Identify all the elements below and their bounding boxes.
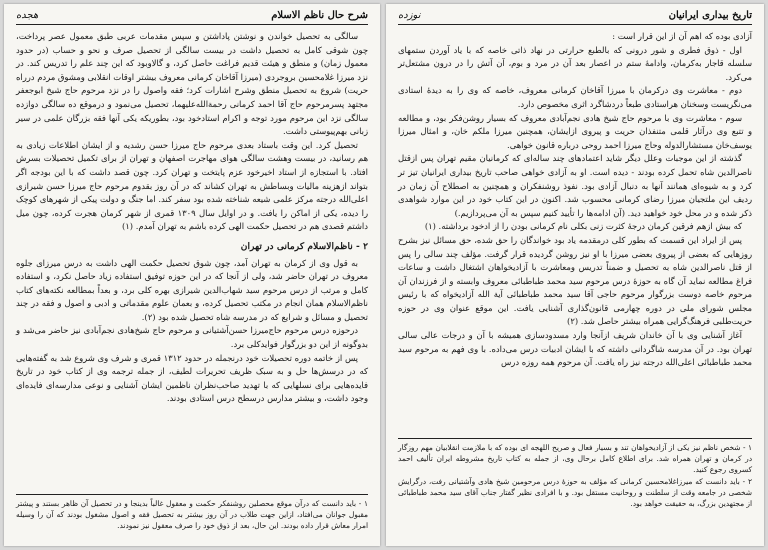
paragraph: آزادی بوده که اهم آن از این قرار است : xyxy=(612,31,752,41)
page-number: هجده xyxy=(16,10,39,21)
footnote: ۱ - شخص ناظم نیز یکی از آزادیخواهان تند و بسیار فعال و صریح اللهجه ای بوده که با ملازمت انقلابیان مهم روزگار در کرمان و تهران همراه شد. برای اطلاع کامل برحال وی، از جمله به کتاب تاریخ مشروطه ایران تألیف احمد کسروی رجوع کنید. xyxy=(398,443,752,475)
left-page xyxy=(4,4,380,546)
footnote-divider xyxy=(398,438,752,439)
paragraph: سوم - معاشرت وی با مرحوم حاج شیخ هادی نجم‌آبادی معروف که بسیار روشن‌فکر بود، و مطالعه و تتبع وی درآثار قلمی متنفذان حریت و پیروی ازایشان، همچنین میرزا ملکم خان، و امثال میرزا یوسف‌خان مستشارالدوله وحاج میرزا احمد روحی درباره قانون خواهی. xyxy=(398,112,752,150)
paragraph: پس از ایراد این قسمت که بطور کلی درمقدمه یاد بود خواندگان را حق شده، حق مسائل نیز بشرح روزهایی که بعضی از پیروی بعضی میرزا با او نیز روشن گردیده قرار گرفت. مؤلف چند سالی را پس از قتل ناصرالدین شاه به تحصیل و ضمناً تدریس ومعاشرت با آزادیخواهان اشتغال داشت و ساعات فراغ مطالعه نماید آن گاه به حوزهٔ درس مرحوم سید محمد طباطبائی معروف وابسته و از فرزندان آن مرحوم خاصه دوست بزرگوار مرحوم حاجی آقا سید محمد طباطبائی آیة الله آزادیخواه که با رئیس مجلس شورای ملی در دوره چهارمی قانون‌گذاری آشنایی یافت. این موقع عنوان وی در حوزه حریت‌طلبی فرهنگ‌گرایی همراه بیشتر حاصل شد. (۲) xyxy=(398,234,752,327)
paragraph: دوم - معاشرت وی درکرمان با میرزا آقاخان کرمانی معروف، خاصه که وی را به دیدهٔ استادی می‌نگریست وسخنان هراستادی طبعاً دردشاگرد اثری مخصوص دارد. xyxy=(398,85,752,109)
running-title: شرح حال ناظم الاسلام xyxy=(271,10,368,21)
paragraph: سالگی به تحصیل خواندن و نوشتن پاداشتن و سپس مقدمات عربی طبق معمول عصر پرداخت، چون شوقی کامل به تحصیل داشت در بیست سالگی از تحصیل صرف و نحو و حساب (در حدود معمول زمان) و منطق و هیئت قدیم فراغت حاصل کرد، و گالاوبود که این چند علم را تدریس کند. در نزد میرزا غلامحسین بروجردی (میرزا آقاخان کرمانی معروف بیشتر اوقات انقلابی ومشوق مردم درراه حریت) شروع به تحصیل منطق وشرح اشارات کرد؛ فقه واصول را در نزد مرحوم حاج شیخ ابوجعفر مجتهد پسرمرحوم حاج آقا احمد کرمانی رحمة‌الله‌علیهما، تحصیل می‌نمود و درموقع ده سالگی دوازده سالگی نزد این مرحوم مورد توجه و اکرام استادخود بود، بطوریکه یکی آنها فقه بزرگان علمی در سیر زبانی بهم‌پیوستی داشت. xyxy=(16,31,368,137)
page-header xyxy=(398,10,752,25)
page-header xyxy=(16,10,368,25)
page-number: نوزده xyxy=(398,10,421,21)
section-title: ۲ - ناظم‌الاسلام کرمانی در تهران xyxy=(240,240,368,252)
paragraph: تحصیل کرد. این وقت باستاد بعدی مرحوم حاج میرزا حسن رشدیه و از ایشان اطلاعات زیادی به هم رسانید، در بیست وهشت سالگی هوای مهاجرت اصفهان و تهران از برای تکمیل تحصیلات بسرش افتاد. با استجازه از استاد اخیرخود عزم پایتخت و تهران کرد. چون قصد داشت که با این بودجه اگر بتواند ازهزینه مالیات وبساطش به تهران کشاند که در آن روز بقدوم مرحوم حاج میرزا حسن شیرازی اعلی‌الله درجته مرکز علمی شیعه شناخته شده بود سفر کند. اما جنگ و دولت پیکی از شهرهای کوچک را دیده، یکی از اماکن را یافت. و در اوایل سال ۱۳۰۹ قمری از شهر کرمان هجرت کرده، چون میل داشتم قصدی هم در تحصیل حکمت الهی کرده باشم به تهران آمدم. (۱) xyxy=(16,139,368,232)
paragraph: پس از خاتمه دوره تحصیلات خود درنجمله در حدود ۱۳۱۲ قمری و شرف وی شروع شد به گفته‌هایی که در درسش‌ها حل و به سبک ظریف تحریرات لطیف، از جمله ترجمه وی از کتاب خود در تاریخ فایده‌هایی برای نسلهایی که با تهدید صاحب‌نظران ناظمین ایشان آشنایی و نوعی مدارسه‌ای فایده‌ای وجود داشت، و بیشتر مدارس درسطح درس استادی بودند. xyxy=(16,352,368,404)
right-page xyxy=(386,4,764,546)
running-title: تاریخ بیداری ایرانیان xyxy=(668,10,752,21)
paragraph: درحوزه درس مرحوم حاج‌میرزا حسن‌آشتیانی و مرحوم حاج شیخ‌هادی نجم‌آبادی نیز حاضر می‌شد و بدوگونه از این دو بزرگوار فوایدکلی برد. xyxy=(16,325,368,350)
paragraph: گذشته از این موجبات وعلل دیگر شاید اعتمادهای چند ساله‌ای که کرمانیان مقیم تهران پس ازقتل ناصرالدین شاه تحمل کرده بودند - دیده است. او به آزادی خواهی صاحب تاریخ بیداری ایرانیان تیز تر کرد و به شیوه‌ای همانند آنها به دنبال آزادی بود. نفوذ روشنفکران و همچنین به اصطلاح آن زمان در ردیف این ملتجیان میرزا رضای کرمانی محسوب شد. اکنون در این کتاب خود در این موارد شواهدی ذکر شده و در محل خود خواهید دید. (آن ادامه‌ها را تأیید کنیم سپس به آن می‌پردازیم.) xyxy=(398,153,752,218)
page-body xyxy=(16,30,368,406)
paragraph: اول - ذوق فطری و شور درونی که بالطبع حرارتی در نهاد ذاتی خاصه که با یاد آوردن ستمهای سلسله قاجار به‌کرمان، وادامهٔ ستم در اعصار بعد آن در مرد و بوم، آن آتش را در درون مشتعل‌تر می‌کرد. xyxy=(398,44,752,82)
footnote: ۱ - باید دانست که درآن موقع محصلین روشنفکر حکمت و معقول غالباً بدینجا و در تحصیل آن ظاهر بستند و پیشتر مقبول جوانان می‌افتاد، ازاین جهت طلاب در آن روز بیشتر به تحصیل فقه و اصول مشغول بودند که آن را وسیله امرار معاش قرار داده بودند. این حال، بعد از ذوق خود را صرف معقول نیز نمودند. xyxy=(16,499,368,531)
footnote: ۲ - باید دانست که میرزاغلامحسین کرمانی که مؤلف به حوزهٔ درس مرحومین شیخ هادی وآشتیانی رفت، درگرایش شخصی در جامعه وقت از سلطنت و روحانیت مستقل بود. و با افرادی نظیر گفتار جناب آقای سید محمد طباطبائی از مجتهدین بزرگ، به حقیقت خواهد بود. xyxy=(398,476,752,509)
paragraph: به قول وی از کرمان به تهران آمد، چون شوق تحصیل حکمت الهی داشت به درس میرزای جلوه معروف در تهران حاضر شد، ولی از آنجا که در این حوزه توفیق استفاده زیاد حاصل نکرد، و استفاده کامل و مرتب از درس مرحوم سید شهاب‌الدین شیرازی بهره کلی برد، و بعداً بمطالعه نکته‌های کتاب ناظم‌الاسلام همان انجام در مکتب تحصیل کرده، و بعمان علوم مقدماتی و ادبی و اصول و فقه در چند تحصیل و مسائل و شرایع که در مدرسه شاه تحصیل شده بود (۲). xyxy=(16,257,368,322)
paragraph: آغاز آشنایی وی با آن خاندان شریف ازآنجا وارد مسدودسازی همیشه با آن و درجات عالی سالی تهران بود. در آن مدرسه شاگردانی داشته که با ایشان ادبیات درس می‌داده. با وی فهم به مرحوم سید محمد طباطبائی اعلی‌الله درجته نیز راه یافت. آن مرحوم همه روزه درس xyxy=(398,330,752,368)
page-body xyxy=(398,30,752,370)
footnotes xyxy=(398,442,752,509)
footnote-divider xyxy=(16,494,368,495)
paragraph: که بیش ازهم فرقین کرمان درجهٔ کثرت زنی بکلی نام کرمانی بودن را از ادخود برداشته. (۱) xyxy=(424,221,742,232)
footnotes xyxy=(16,498,368,532)
